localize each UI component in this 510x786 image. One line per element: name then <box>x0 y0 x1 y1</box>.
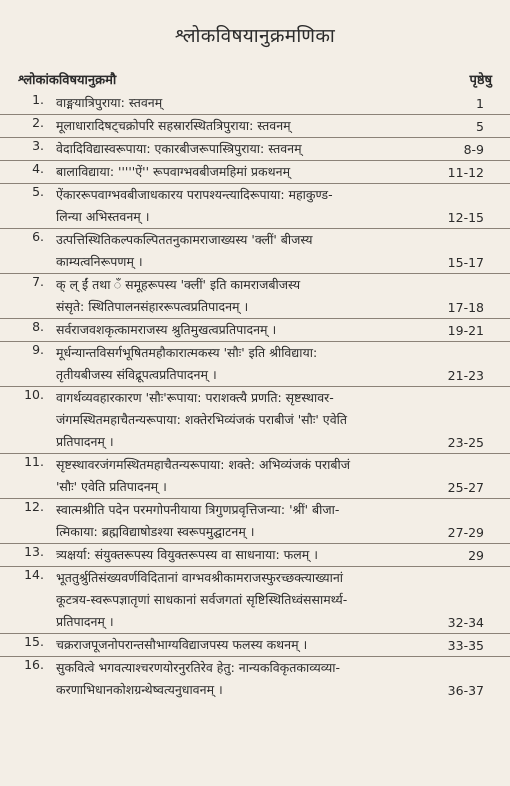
entry-text: सृष्टस्थावरजंगमस्थितमहाचैतन्यरूपाया: शक्ते: अभिव्यंजकं पराबीजं 'सौः' एवेति प्रतिपादनम् । <box>56 457 351 494</box>
list-item <box>0 228 510 273</box>
entry-number: 13. <box>24 544 44 559</box>
entry-text: बालाविद्याया: '''''ऐं'' रूपवाग्भवबीजमहिमां प्रकथनम् <box>56 164 291 179</box>
list-item <box>0 341 510 386</box>
column-header-pages: पृष्ठेषु <box>469 73 492 88</box>
entry-text: वेदादिविद्यास्वरूपाया: एकारबीजरूपास्त्रिपुराया: स्तवनम् <box>56 141 302 156</box>
entry-page: 32-34 <box>447 615 484 630</box>
list-item <box>0 498 510 543</box>
entry-number: 15. <box>24 634 44 649</box>
entry-page: 17-18 <box>447 300 484 315</box>
entry-page: 12-15 <box>447 210 484 225</box>
entry-text: वागर्थव्यवहारकारण 'सौः'रूपाया: पराशक्त्यै प्रणति: सृष्टस्थावर- जंगमस्थितमहाचैतन्यरूपाया: शक्तेरभिव्यंजकं पराबीजं 'सौः' एवेति प्रतिपादनम् । <box>56 390 348 449</box>
list-item <box>0 656 510 701</box>
entry-number: 16. <box>24 657 44 672</box>
entry-page: 36-37 <box>447 683 484 698</box>
entry-number: 8. <box>32 319 44 334</box>
entry-text: वाङ्मयात्रिपुराया: स्तवनम् <box>56 95 163 110</box>
list-item <box>0 543 510 566</box>
entry-number: 11. <box>24 454 44 469</box>
entry-page: 23-25 <box>447 435 484 450</box>
entry-text: क् ल् ईं तथा ँ समूहरूपस्य 'क्लीं' इति कामराजबीजस्य संसृते: स्थितिपालनसंहाररूपत्वप्रतिपादनम् । <box>56 277 301 314</box>
entry-page: 21-23 <box>447 368 484 383</box>
entry-text: भूततुर्श्रुतिसंख्यवर्णविदितानां वाग्भवश्रीकामराजस्फुरच्छक्त्याख्यानां कूटत्रय-स्वरूपज्ञातृणां साधकानां सर्वजगतां सृष्टिस्थितिध्वंससामर्थ्य- प्रतिपादनम् । <box>56 570 348 629</box>
contents-list <box>0 92 510 778</box>
list-item <box>0 137 510 160</box>
entry-number: 2. <box>32 115 44 130</box>
list-item <box>0 453 510 498</box>
entry-number: 1. <box>32 92 44 107</box>
list-item <box>0 114 510 137</box>
entry-text: चक्रराजपूजनोपरान्तसौभाग्यविद्याजपस्य फलस्य कथनम् । <box>56 637 308 652</box>
entry-page: 8-9 <box>463 142 484 157</box>
list-item <box>0 633 510 656</box>
page-title: श्लोकविषयानुक्रमणिका <box>174 25 336 47</box>
list-item <box>0 92 510 114</box>
list-item <box>0 160 510 183</box>
entry-text: स्वात्मश्रीति पदेन परमगोपनीयाया त्रिगुणप्रवृत्तिजन्या: 'श्रीं' बीजा- त्मिकाया: ब्रह्मविद्याषोडश्या स्वरूपमुद्घाटनम् । <box>56 502 340 539</box>
entry-page: 19-21 <box>447 323 484 338</box>
entry-number: 5. <box>32 184 44 199</box>
list-item <box>0 318 510 341</box>
entry-text: मूलाधारादिषट्चक्रोपरि सहस्रारस्थितत्रिपुराया: स्तवनम् <box>56 118 291 133</box>
list-item <box>0 386 510 453</box>
entry-page: 33-35 <box>447 638 484 653</box>
entry-number: 3. <box>32 138 44 153</box>
entry-number: 4. <box>32 161 44 176</box>
entry-page: 29 <box>468 548 484 563</box>
entry-text: उत्पत्तिस्थितिकल्पकल्पिततनुकामराजाख्यस्य 'क्लीं' बीजस्य काम्यत्वनिरूपणम् । <box>56 232 313 269</box>
entry-number: 7. <box>32 274 44 289</box>
entry-text: सर्वराजवशकृत्कामराजस्य श्रुतिमुखत्वप्रतिपादनम् । <box>56 322 277 337</box>
entry-page: 25-27 <box>447 480 484 495</box>
list-item <box>0 273 510 318</box>
entry-page: 27-29 <box>447 525 484 540</box>
entry-number: 9. <box>32 342 44 357</box>
entry-number: 14. <box>24 567 44 582</box>
entry-text: मूर्धन्यान्तविसर्गभूषितमहौकारात्मकस्य 'सौः' इति श्रीविद्याया: तृतीयबीजस्य संविद्रूपत्वप्रतिपादनम् । <box>56 345 318 382</box>
entry-number: 10. <box>24 387 44 402</box>
entry-page: 5 <box>476 119 484 134</box>
entry-number: 12. <box>24 499 44 514</box>
entry-text: त्र्यक्षर्या: संयुक्तरूपस्य वियुक्तरूपस्य वा साधनाया: फलम् । <box>56 547 318 562</box>
list-item <box>0 566 510 633</box>
entry-page: 15-17 <box>447 255 484 270</box>
entry-text: ऐंकाररूपवाग्भवबीजाधकारय परापश्यन्त्यादिरूपाया: महाकुण्ड- लिन्या अभिस्तवनम् । <box>56 187 333 224</box>
entry-page: 1 <box>476 96 484 111</box>
entry-text: सुकवित्वे भगवत्याश्चरणयोरनुरतिरेव हेतु: नान्यकविकृतकाव्यव्या- करणाभिधानकोशग्रन्थेष्वत्यनुधावनम् । <box>56 660 341 697</box>
list-item <box>0 183 510 228</box>
entry-page: 11-12 <box>447 165 484 180</box>
entry-number: 6. <box>32 229 44 244</box>
column-header-topics: श्लोकांकविषयानुक्रमौ <box>18 73 117 88</box>
